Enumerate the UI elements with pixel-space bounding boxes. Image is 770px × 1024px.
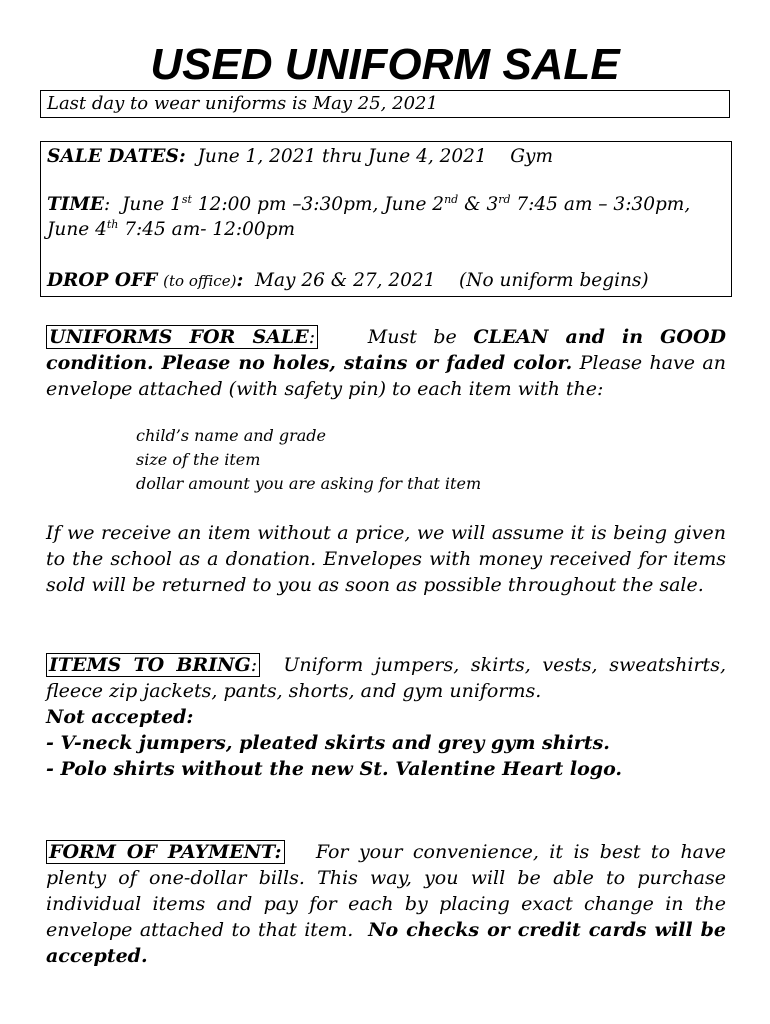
- drop-off-note: (to office): [163, 272, 237, 290]
- time-label: TIME: [47, 194, 104, 215]
- uniforms-pre: Must be: [367, 326, 474, 348]
- time-sup2: nd: [444, 192, 459, 206]
- drop-off-note2: (No uniform begins): [459, 270, 649, 291]
- drop-off-line: [47, 270, 649, 291]
- uniforms-condition: CLEAN and in GOOD condition. Please no holes, stains or faded color.: [46, 326, 726, 374]
- time-part1: June 1: [122, 194, 182, 215]
- no-price-text: If we receive an item without a price, we will assume it is being given to the school as a donation. Envelopes with money received for items sold will be returned to you as soon as possible throughout the sale.: [46, 522, 726, 596]
- time-part4: 7:45 am – 3:30pm, June 4: [47, 194, 691, 240]
- time-sup1: st: [181, 192, 192, 206]
- uniforms-for-sale-colon: :: [308, 326, 316, 348]
- form-of-payment-bold: No checks or credit cards will be accepted.: [46, 919, 726, 967]
- sale-info-box: [40, 141, 732, 297]
- envelope-requirements-list: [136, 424, 481, 496]
- sale-location: Gym: [510, 146, 554, 167]
- items-to-bring-section: [46, 652, 726, 782]
- uniforms-for-sale-section: [46, 324, 726, 402]
- time-line: [47, 192, 723, 242]
- sale-dates-label: SALE DATES:: [47, 146, 186, 167]
- items-to-bring-colon: :: [250, 654, 258, 676]
- form-of-payment-text: For your convenience, it is best to have plenty of one-dollar bills. This way, you will be able to purchase individual items and pay for each by placing exact change in the envelope attached to that item.: [46, 841, 726, 941]
- no-price-paragraph: [46, 520, 726, 598]
- items-to-bring-label: [46, 653, 260, 677]
- time-part3: & 3: [458, 194, 499, 215]
- not-accepted-item: - Polo shirts without the new St. Valentine Heart logo.: [46, 758, 623, 780]
- time-part2: 12:00 pm –3:30pm, June 2: [191, 194, 445, 215]
- time-sup4: th: [106, 217, 119, 231]
- last-day-box: Last day to wear uniforms is May 25, 2021: [40, 90, 730, 118]
- page-title: USED UNIFORM SALE: [150, 40, 620, 89]
- list-item: size of the item: [136, 450, 261, 469]
- not-accepted-label: Not accepted:: [46, 706, 194, 728]
- list-item: dollar amount you are asking for that item: [136, 474, 482, 493]
- time-part5: 7:45 am- 12:00pm: [118, 219, 296, 240]
- form-of-payment-label: FORM OF PAYMENT:: [46, 840, 285, 864]
- uniforms-post: Please have an envelope attached (with safety pin) to each item with the:: [46, 352, 726, 400]
- sale-dates-line: [47, 146, 553, 167]
- sale-dates-value: June 1, 2021 thru June 4, 2021: [197, 146, 487, 167]
- time-sup3: rd: [498, 192, 511, 206]
- not-accepted-item: - V-neck jumpers, pleated skirts and grey gym shirts.: [46, 732, 610, 754]
- items-to-bring-text: Uniform jumpers, skirts, vests, sweatshirts, fleece zip jackets, pants, shorts, and gym uniforms.: [46, 654, 726, 702]
- list-item: child’s name and grade: [136, 426, 327, 445]
- items-to-bring-label-text: ITEMS TO BRING: [49, 654, 251, 676]
- drop-off-label: DROP OFF: [47, 270, 158, 291]
- form-of-payment-section: [46, 839, 726, 969]
- drop-off-dates: May 26 & 27, 2021: [255, 270, 436, 291]
- uniforms-for-sale-label: [46, 325, 318, 349]
- uniforms-for-sale-label-text: UNIFORMS FOR SALE: [49, 326, 309, 348]
- time-sep: :: [104, 194, 111, 215]
- drop-off-sep: :: [236, 270, 244, 291]
